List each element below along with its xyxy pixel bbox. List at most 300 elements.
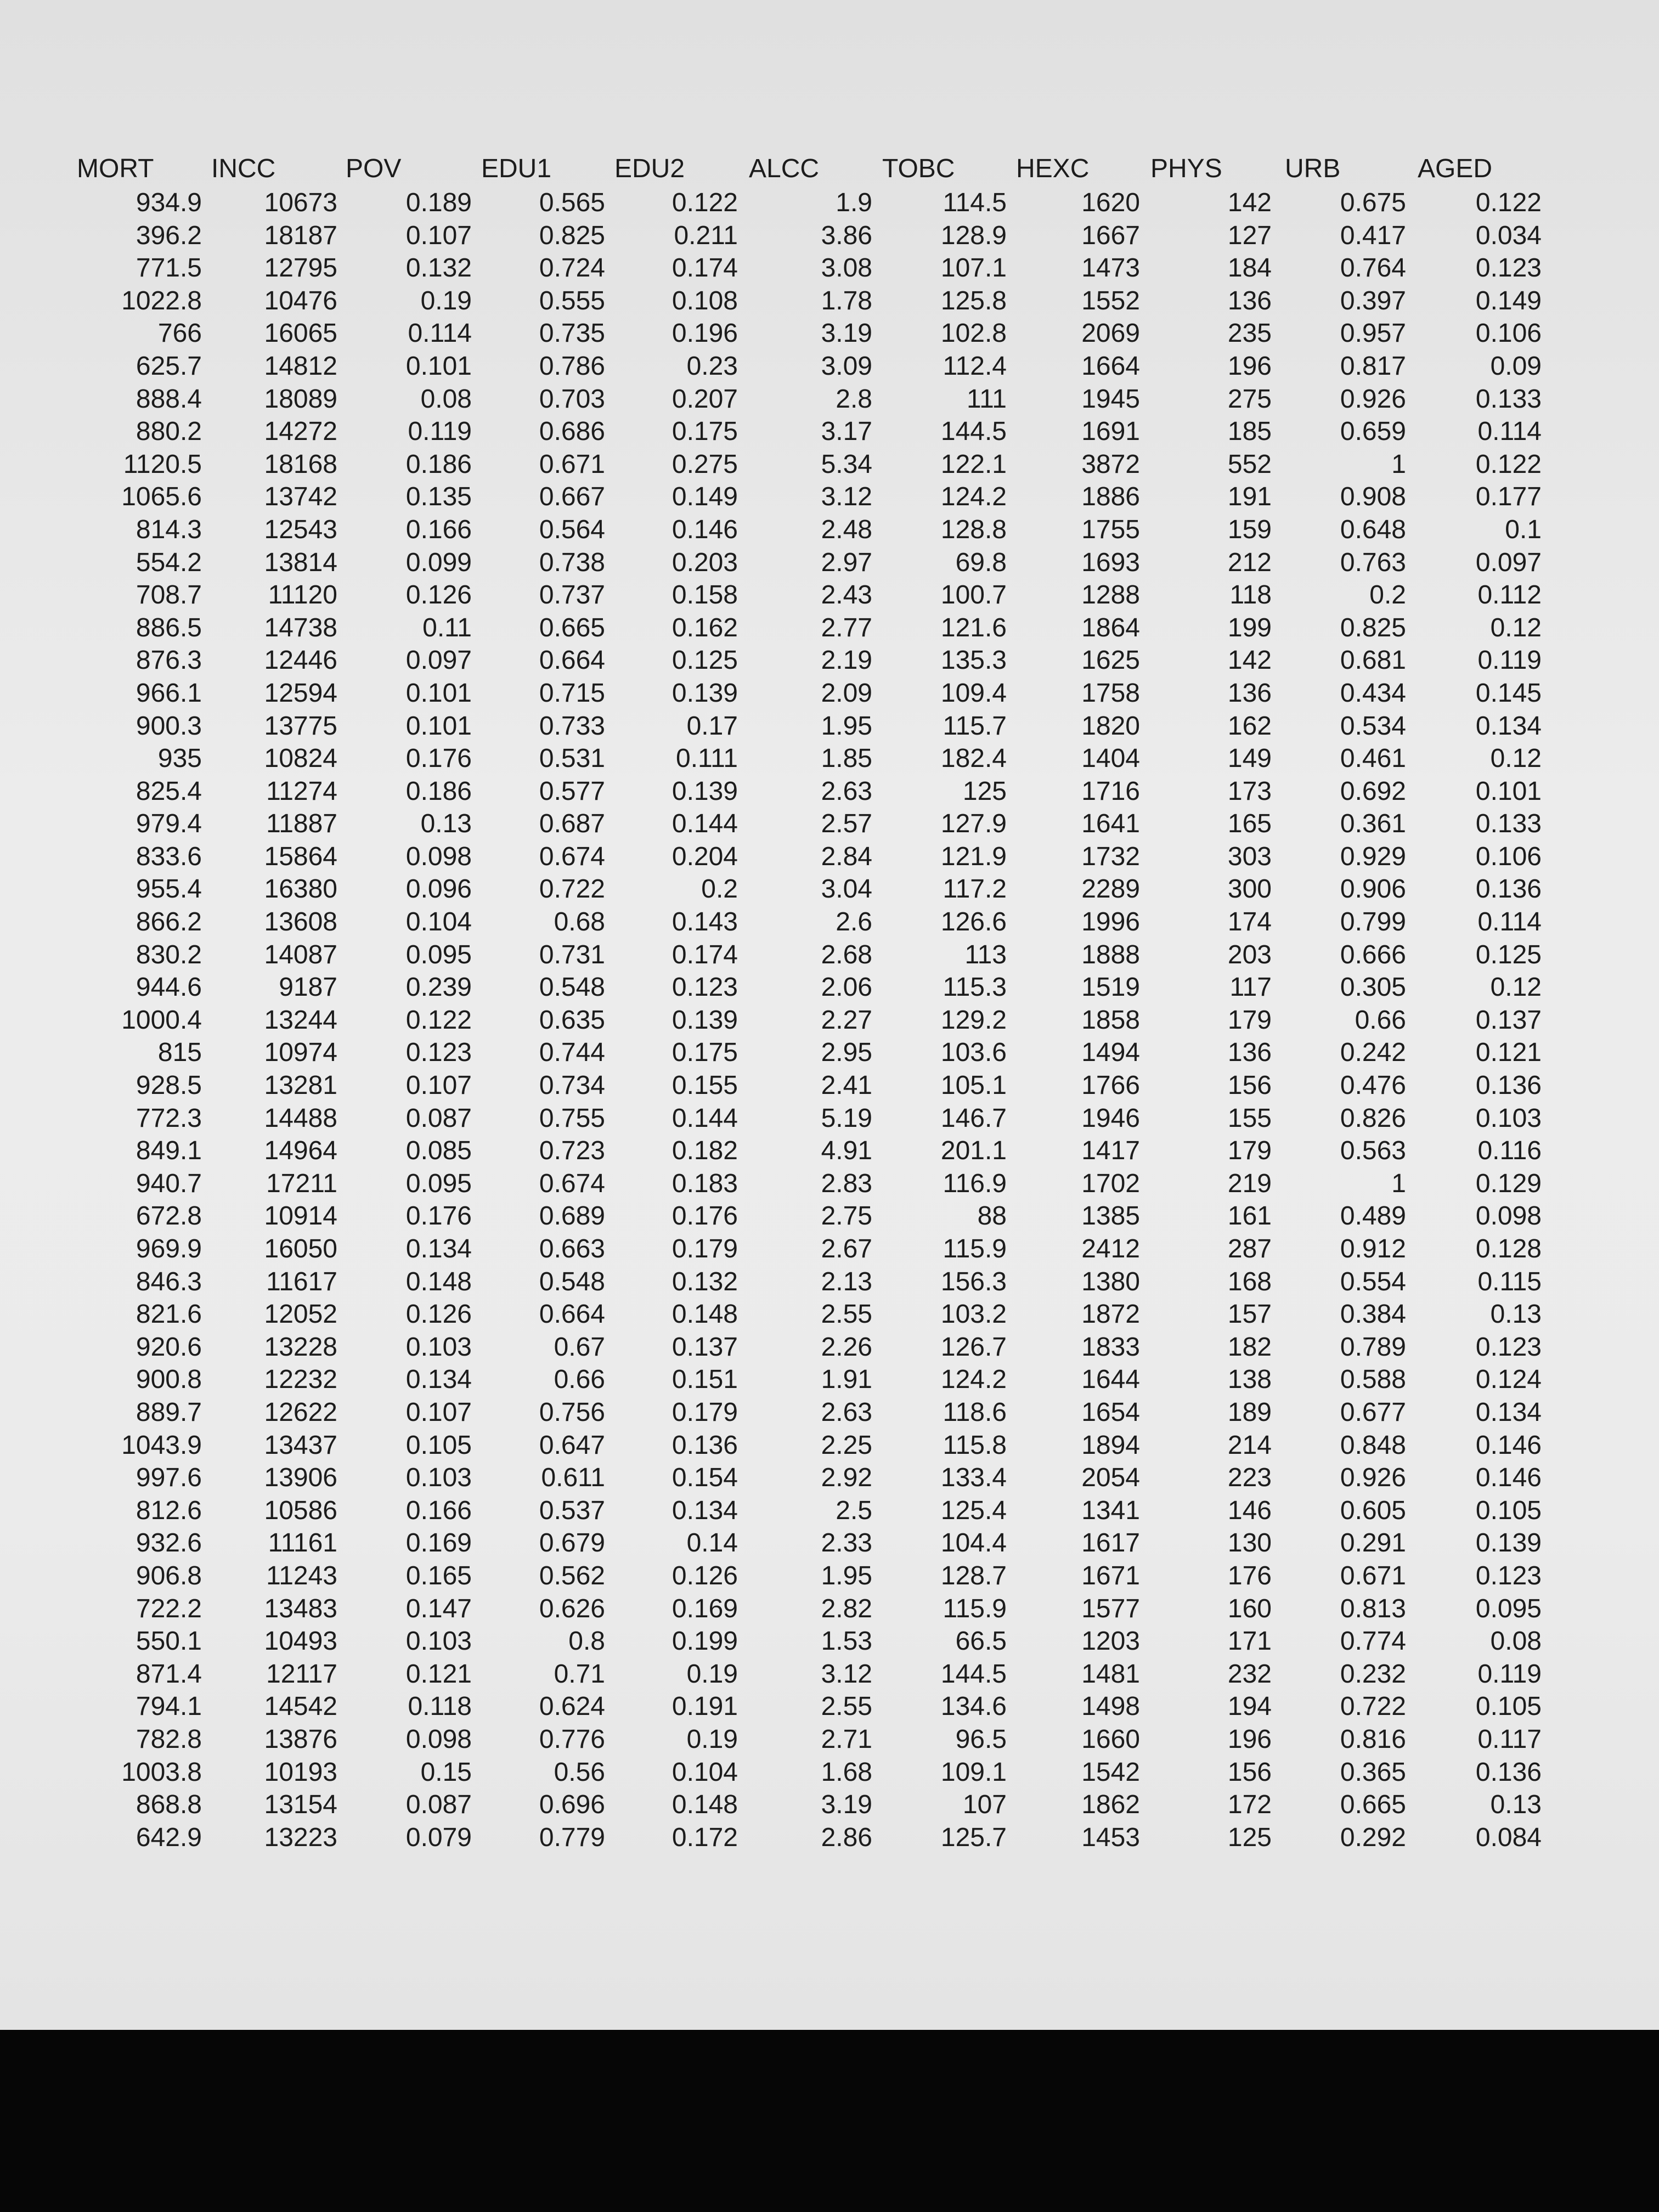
cell-urb: 0.476: [1340, 1071, 1406, 1101]
cell-tobc: 115.9: [943, 1234, 1007, 1263]
cell-hexc: 1341: [1081, 1496, 1140, 1525]
cell-phys: 125: [1227, 1822, 1272, 1852]
cell-pov: 0.189: [405, 188, 472, 217]
cell-edu1: 0.564: [539, 515, 605, 544]
cell-hexc: 1625: [1081, 646, 1140, 675]
cell-edu1: 0.66: [554, 1365, 605, 1395]
cell-alcc: 2.97: [821, 548, 872, 577]
cell-aged: 0.112: [1477, 580, 1542, 610]
cell-edu2: 0.154: [672, 1463, 738, 1493]
cell-incc: 13154: [264, 1790, 337, 1820]
cell-edu1: 0.786: [539, 351, 605, 381]
cell-hexc: 1872: [1081, 1300, 1140, 1329]
cell-edu1: 0.667: [539, 482, 605, 512]
cell-edu2: 0.183: [672, 1169, 738, 1198]
cell-aged: 0.125: [1475, 940, 1542, 969]
cell-edu2: 0.158: [672, 580, 738, 610]
cell-urb: 0.816: [1340, 1724, 1406, 1754]
cell-edu1: 0.703: [539, 384, 605, 414]
cell-aged: 0.12: [1490, 744, 1542, 774]
cell-pov: 0.239: [405, 973, 472, 1002]
cell-alcc: 3.12: [821, 1659, 872, 1689]
cell-hexc: 1945: [1081, 384, 1140, 414]
cell-edu1: 0.647: [539, 1430, 605, 1460]
cell-hexc: 1494: [1081, 1038, 1140, 1068]
cell-alcc: 2.75: [821, 1201, 872, 1231]
cell-mort: 849.1: [136, 1136, 202, 1166]
cell-aged: 0.08: [1490, 1627, 1542, 1656]
cell-edu2: 0.139: [672, 1005, 738, 1035]
table-row: [0, 579, 1659, 612]
cell-phys: 182: [1227, 1332, 1272, 1362]
table-row: [0, 1821, 1659, 1854]
cell-incc: 12117: [266, 1659, 337, 1689]
cell-alcc: 2.82: [821, 1594, 872, 1623]
cell-mort: 642.9: [136, 1822, 202, 1852]
cell-mort: 825.4: [136, 776, 202, 806]
cell-pov: 0.099: [405, 548, 472, 577]
cell-tobc: 96.5: [955, 1724, 1007, 1754]
cell-urb: 0.534: [1340, 711, 1406, 741]
cell-hexc: 2412: [1081, 1234, 1140, 1263]
cell-incc: 13742: [264, 482, 337, 512]
cell-incc: 14488: [264, 1103, 337, 1133]
cell-edu2: 0.151: [672, 1365, 738, 1395]
cell-edu2: 0.196: [672, 319, 738, 348]
cell-incc: 15864: [264, 842, 337, 871]
cell-hexc: 1716: [1081, 776, 1140, 806]
cell-pov: 0.126: [405, 1300, 472, 1329]
cell-pov: 0.148: [405, 1267, 472, 1296]
cell-edu1: 0.665: [539, 613, 605, 642]
cell-aged: 0.114: [1477, 417, 1542, 447]
cell-incc: 10586: [264, 1496, 337, 1525]
cell-tobc: 128.7: [940, 1561, 1007, 1590]
cell-alcc: 1.85: [821, 744, 872, 774]
cell-mort: 771.5: [136, 253, 202, 283]
cell-aged: 0.137: [1475, 1005, 1542, 1035]
cell-urb: 0.774: [1340, 1627, 1406, 1656]
cell-mort: 554.2: [136, 548, 202, 577]
cell-incc: 14087: [264, 940, 337, 969]
column-header-edu2: EDU2: [614, 154, 685, 183]
table-row: [0, 285, 1659, 318]
cell-edu2: 0.108: [672, 286, 738, 315]
cell-edu1: 0.537: [539, 1496, 605, 1525]
cell-pov: 0.085: [405, 1136, 472, 1166]
cell-edu2: 0.126: [672, 1561, 738, 1590]
cell-mort: 928.5: [136, 1071, 202, 1101]
cell-mort: 833.6: [136, 842, 202, 871]
column-header-phys: PHYS: [1150, 154, 1222, 183]
cell-phys: 174: [1227, 907, 1272, 937]
cell-edu2: 0.122: [672, 188, 738, 217]
cell-incc: 12232: [264, 1365, 337, 1395]
cell-aged: 0.134: [1475, 711, 1542, 741]
cell-pov: 0.15: [420, 1757, 472, 1787]
cell-phys: 189: [1227, 1397, 1272, 1427]
cell-urb: 0.365: [1340, 1757, 1406, 1787]
cell-phys: 232: [1227, 1659, 1272, 1689]
table-row: [0, 219, 1659, 252]
cell-edu1: 0.756: [539, 1397, 605, 1427]
cell-mort: 830.2: [136, 940, 202, 969]
cell-edu2: 0.139: [672, 678, 738, 708]
table-row: [0, 1036, 1659, 1069]
cell-edu2: 0.179: [672, 1397, 738, 1427]
cell-alcc: 2.27: [821, 1005, 872, 1035]
cell-hexc: 1498: [1081, 1692, 1140, 1722]
cell-urb: 0.825: [1340, 613, 1406, 642]
cell-pov: 0.169: [405, 1528, 472, 1558]
cell-aged: 0.103: [1475, 1103, 1542, 1133]
cell-phys: 235: [1227, 319, 1272, 348]
cell-pov: 0.098: [405, 1724, 472, 1754]
cell-edu1: 0.663: [539, 1234, 605, 1263]
cell-phys: 303: [1227, 842, 1272, 871]
cell-tobc: 100.7: [940, 580, 1007, 610]
cell-tobc: 128.9: [940, 221, 1007, 250]
cell-alcc: 3.19: [821, 319, 872, 348]
cell-pov: 0.095: [405, 940, 472, 969]
cell-edu1: 0.738: [539, 548, 605, 577]
cell-aged: 0.105: [1475, 1496, 1542, 1525]
cell-edu1: 0.611: [541, 1463, 605, 1493]
cell-pov: 0.103: [405, 1332, 472, 1362]
cell-incc: 16065: [264, 319, 337, 348]
cell-urb: 0.675: [1340, 188, 1406, 217]
cell-incc: 17211: [266, 1169, 337, 1198]
cell-edu2: 0.19: [686, 1659, 738, 1689]
table-row: [0, 317, 1659, 350]
cell-incc: 18168: [264, 449, 337, 479]
column-header-tobc: TOBC: [882, 154, 955, 183]
cell-mort: 900.8: [136, 1365, 202, 1395]
cell-edu2: 0.143: [672, 907, 738, 937]
cell-aged: 0.09: [1490, 351, 1542, 381]
cell-edu2: 0.144: [672, 809, 738, 839]
cell-tobc: 115.9: [943, 1594, 1007, 1623]
cell-hexc: 1453: [1081, 1822, 1140, 1852]
cell-mort: 846.3: [136, 1267, 202, 1296]
cell-aged: 0.121: [1475, 1038, 1542, 1068]
cell-pov: 0.095: [405, 1169, 472, 1198]
cell-mort: 766: [157, 319, 202, 348]
cell-alcc: 3.12: [821, 482, 872, 512]
cell-hexc: 2069: [1081, 319, 1140, 348]
cell-hexc: 1473: [1081, 253, 1140, 283]
cell-incc: 13906: [264, 1463, 337, 1493]
table-row: [0, 1527, 1659, 1560]
cell-tobc: 66.5: [955, 1627, 1007, 1656]
cell-incc: 18187: [264, 221, 337, 250]
table-row: [0, 350, 1659, 383]
cell-mort: 969.9: [136, 1234, 202, 1263]
cell-phys: 184: [1227, 253, 1272, 283]
cell-phys: 300: [1227, 874, 1272, 904]
cell-edu1: 0.679: [539, 1528, 605, 1558]
cell-edu1: 0.689: [539, 1201, 605, 1231]
cell-incc: 14964: [264, 1136, 337, 1166]
cell-edu1: 0.744: [539, 1038, 605, 1068]
cell-tobc: 118.6: [943, 1397, 1007, 1427]
cell-alcc: 5.19: [821, 1103, 872, 1133]
cell-aged: 0.106: [1475, 319, 1542, 348]
cell-mort: 966.1: [136, 678, 202, 708]
cell-urb: 0.232: [1340, 1659, 1406, 1689]
cell-urb: 0.799: [1340, 907, 1406, 937]
cell-hexc: 1820: [1081, 711, 1140, 741]
data-table-body: [0, 187, 1659, 1854]
table-row: [0, 1200, 1659, 1233]
cell-pov: 0.126: [405, 580, 472, 610]
cell-incc: 13437: [264, 1430, 337, 1460]
cell-urb: 0.292: [1340, 1822, 1406, 1852]
cell-incc: 10673: [264, 188, 337, 217]
cell-alcc: 2.19: [821, 646, 872, 675]
cell-urb: 0.826: [1340, 1103, 1406, 1133]
table-row: [0, 971, 1659, 1004]
cell-phys: 118: [1229, 580, 1272, 610]
cell-edu2: 0.137: [672, 1332, 738, 1362]
cell-alcc: 1.53: [821, 1627, 872, 1656]
cell-hexc: 1644: [1081, 1365, 1140, 1395]
cell-hexc: 1519: [1081, 973, 1140, 1002]
cell-mort: 1000.4: [121, 1005, 202, 1035]
cell-urb: 0.242: [1340, 1038, 1406, 1068]
cell-aged: 0.13: [1490, 1790, 1542, 1820]
cell-mort: 955.4: [136, 874, 202, 904]
cell-edu1: 0.635: [539, 1005, 605, 1035]
cell-urb: 0.929: [1340, 842, 1406, 871]
cell-incc: 13281: [264, 1071, 337, 1101]
cell-pov: 0.114: [408, 319, 472, 348]
cell-pov: 0.119: [408, 417, 472, 447]
cell-phys: 214: [1227, 1430, 1272, 1460]
cell-phys: 117: [1229, 973, 1272, 1002]
cell-hexc: 1542: [1081, 1757, 1140, 1787]
cell-edu2: 0.275: [672, 449, 738, 479]
cell-urb: 0.957: [1340, 319, 1406, 348]
cell-edu1: 0.548: [539, 973, 605, 1002]
cell-hexc: 1481: [1081, 1659, 1140, 1689]
cell-urb: 0.605: [1340, 1496, 1406, 1525]
cell-incc: 12543: [264, 515, 337, 544]
cell-aged: 0.123: [1475, 253, 1542, 283]
cell-alcc: 2.48: [821, 515, 872, 544]
cell-tobc: 125.4: [940, 1496, 1007, 1525]
cell-incc: 13483: [264, 1594, 337, 1623]
cell-edu1: 0.724: [539, 253, 605, 283]
cell-hexc: 1660: [1081, 1724, 1140, 1754]
cell-edu1: 0.664: [539, 646, 605, 675]
cell-aged: 0.145: [1475, 678, 1542, 708]
cell-hexc: 1862: [1081, 1790, 1140, 1820]
table-row: [0, 1069, 1659, 1102]
cell-pov: 0.147: [405, 1594, 472, 1623]
cell-edu2: 0.211: [674, 221, 738, 250]
cell-urb: 0.489: [1340, 1201, 1406, 1231]
cell-incc: 13228: [264, 1332, 337, 1362]
cell-phys: 196: [1227, 1724, 1272, 1754]
cell-hexc: 1664: [1081, 351, 1140, 381]
cell-tobc: 121.9: [940, 842, 1007, 871]
cell-urb: 0.848: [1340, 1430, 1406, 1460]
cell-edu2: 0.19: [686, 1724, 738, 1754]
cell-edu2: 0.207: [672, 384, 738, 414]
cell-aged: 0.115: [1477, 1267, 1542, 1296]
cell-edu2: 0.174: [672, 253, 738, 283]
cell-tobc: 128.8: [940, 515, 1007, 544]
cell-alcc: 2.26: [821, 1332, 872, 1362]
cell-edu1: 0.562: [539, 1561, 605, 1590]
cell-pov: 0.105: [405, 1430, 472, 1460]
cell-urb: 1: [1391, 449, 1406, 479]
cell-urb: 0.722: [1340, 1692, 1406, 1722]
cell-alcc: 4.91: [821, 1136, 872, 1166]
cell-hexc: 1693: [1081, 548, 1140, 577]
cell-urb: 0.659: [1340, 417, 1406, 447]
cell-pov: 0.079: [405, 1822, 472, 1852]
cell-edu1: 0.674: [539, 1169, 605, 1198]
cell-hexc: 1755: [1081, 515, 1140, 544]
cell-pov: 0.08: [420, 384, 472, 414]
cell-tobc: 133.4: [940, 1463, 1007, 1493]
cell-pov: 0.101: [405, 711, 472, 741]
cell-alcc: 3.04: [821, 874, 872, 904]
cell-edu1: 0.626: [539, 1594, 605, 1623]
cell-alcc: 2.09: [821, 678, 872, 708]
cell-urb: 0.813: [1340, 1594, 1406, 1623]
cell-mort: 979.4: [136, 809, 202, 839]
table-row: [0, 1363, 1659, 1396]
cell-pov: 0.166: [405, 515, 472, 544]
cell-aged: 0.122: [1475, 188, 1542, 217]
column-header-aged: AGED: [1418, 154, 1493, 183]
cell-mort: 672.8: [136, 1201, 202, 1231]
cell-phys: 552: [1227, 449, 1272, 479]
cell-hexc: 1667: [1081, 221, 1140, 250]
cell-pov: 0.096: [405, 874, 472, 904]
cell-edu2: 0.182: [672, 1136, 738, 1166]
cell-hexc: 1996: [1081, 907, 1140, 937]
cell-incc: 14812: [264, 351, 337, 381]
cell-tobc: 125: [962, 776, 1007, 806]
cell-tobc: 156.3: [940, 1267, 1007, 1296]
table-row: [0, 1625, 1659, 1658]
cell-alcc: 2.6: [836, 907, 872, 937]
cell-edu2: 0.132: [672, 1267, 738, 1296]
table-row: [0, 1658, 1659, 1691]
cell-aged: 0.098: [1475, 1201, 1542, 1231]
cell-aged: 0.117: [1477, 1724, 1542, 1754]
cell-edu2: 0.175: [672, 1038, 738, 1068]
cell-tobc: 126.6: [940, 907, 1007, 937]
cell-phys: 149: [1227, 744, 1272, 774]
cell-edu2: 0.155: [672, 1071, 738, 1101]
cell-alcc: 2.06: [821, 973, 872, 1002]
table-row: [0, 710, 1659, 743]
cell-tobc: 116.9: [943, 1169, 1007, 1198]
cell-hexc: 1858: [1081, 1005, 1140, 1035]
cell-urb: 0.563: [1340, 1136, 1406, 1166]
cell-phys: 157: [1227, 1300, 1272, 1329]
cell-pov: 0.098: [405, 842, 472, 871]
cell-phys: 142: [1227, 646, 1272, 675]
cell-incc: 11274: [266, 776, 337, 806]
cell-hexc: 2289: [1081, 874, 1140, 904]
cell-hexc: 1641: [1081, 809, 1140, 839]
cell-edu2: 0.204: [672, 842, 738, 871]
cell-urb: 0.817: [1340, 351, 1406, 381]
cell-alcc: 3.17: [821, 417, 872, 447]
cell-hexc: 1380: [1081, 1267, 1140, 1296]
cell-hexc: 1203: [1081, 1627, 1140, 1656]
cell-incc: 10476: [264, 286, 337, 315]
cell-alcc: 3.86: [821, 221, 872, 250]
table-row: [0, 1167, 1659, 1200]
cell-aged: 0.133: [1475, 384, 1542, 414]
cell-tobc: 111: [967, 384, 1007, 414]
cell-tobc: 115.3: [943, 973, 1007, 1002]
cell-incc: 11243: [266, 1561, 337, 1590]
cell-pov: 0.103: [405, 1627, 472, 1656]
cell-alcc: 3.08: [821, 253, 872, 283]
cell-hexc: 1417: [1081, 1136, 1140, 1166]
cell-tobc: 102.8: [940, 319, 1007, 348]
cell-mort: 708.7: [136, 580, 202, 610]
cell-alcc: 2.92: [821, 1463, 872, 1493]
cell-edu1: 0.696: [539, 1790, 605, 1820]
cell-hexc: 1620: [1081, 188, 1140, 217]
cell-hexc: 1577: [1081, 1594, 1140, 1623]
cell-urb: 0.671: [1340, 1561, 1406, 1590]
table-row: [0, 1494, 1659, 1527]
cell-edu1: 0.737: [539, 580, 605, 610]
cell-urb: 0.305: [1340, 973, 1406, 1002]
cell-alcc: 2.41: [821, 1071, 872, 1101]
cell-phys: 161: [1227, 1201, 1272, 1231]
cell-pov: 0.107: [405, 1397, 472, 1427]
cell-edu1: 0.722: [539, 874, 605, 904]
cell-aged: 0.119: [1477, 646, 1542, 675]
cell-phys: 287: [1227, 1234, 1272, 1263]
cell-aged: 0.136: [1475, 1757, 1542, 1787]
cell-incc: 12446: [264, 646, 337, 675]
cell-phys: 223: [1227, 1463, 1272, 1493]
cell-aged: 0.101: [1475, 776, 1542, 806]
cell-mort: 997.6: [136, 1463, 202, 1493]
table-row: [0, 415, 1659, 448]
cell-alcc: 2.33: [821, 1528, 872, 1558]
cell-phys: 172: [1227, 1790, 1272, 1820]
cell-urb: 0.361: [1340, 809, 1406, 839]
cell-incc: 10824: [264, 744, 337, 774]
cell-incc: 11887: [266, 809, 337, 839]
cell-mort: 940.7: [136, 1169, 202, 1198]
cell-pov: 0.103: [405, 1463, 472, 1493]
cell-urb: 0.384: [1340, 1300, 1406, 1329]
cell-edu2: 0.14: [686, 1528, 738, 1558]
cell-pov: 0.087: [405, 1103, 472, 1133]
cell-tobc: 126.7: [940, 1332, 1007, 1362]
column-header-alcc: ALCC: [749, 154, 820, 183]
cell-edu2: 0.111: [676, 744, 738, 774]
cell-alcc: 2.55: [821, 1300, 872, 1329]
cell-aged: 0.133: [1475, 809, 1542, 839]
cell-incc: 13244: [264, 1005, 337, 1035]
cell-hexc: 1702: [1081, 1169, 1140, 1198]
